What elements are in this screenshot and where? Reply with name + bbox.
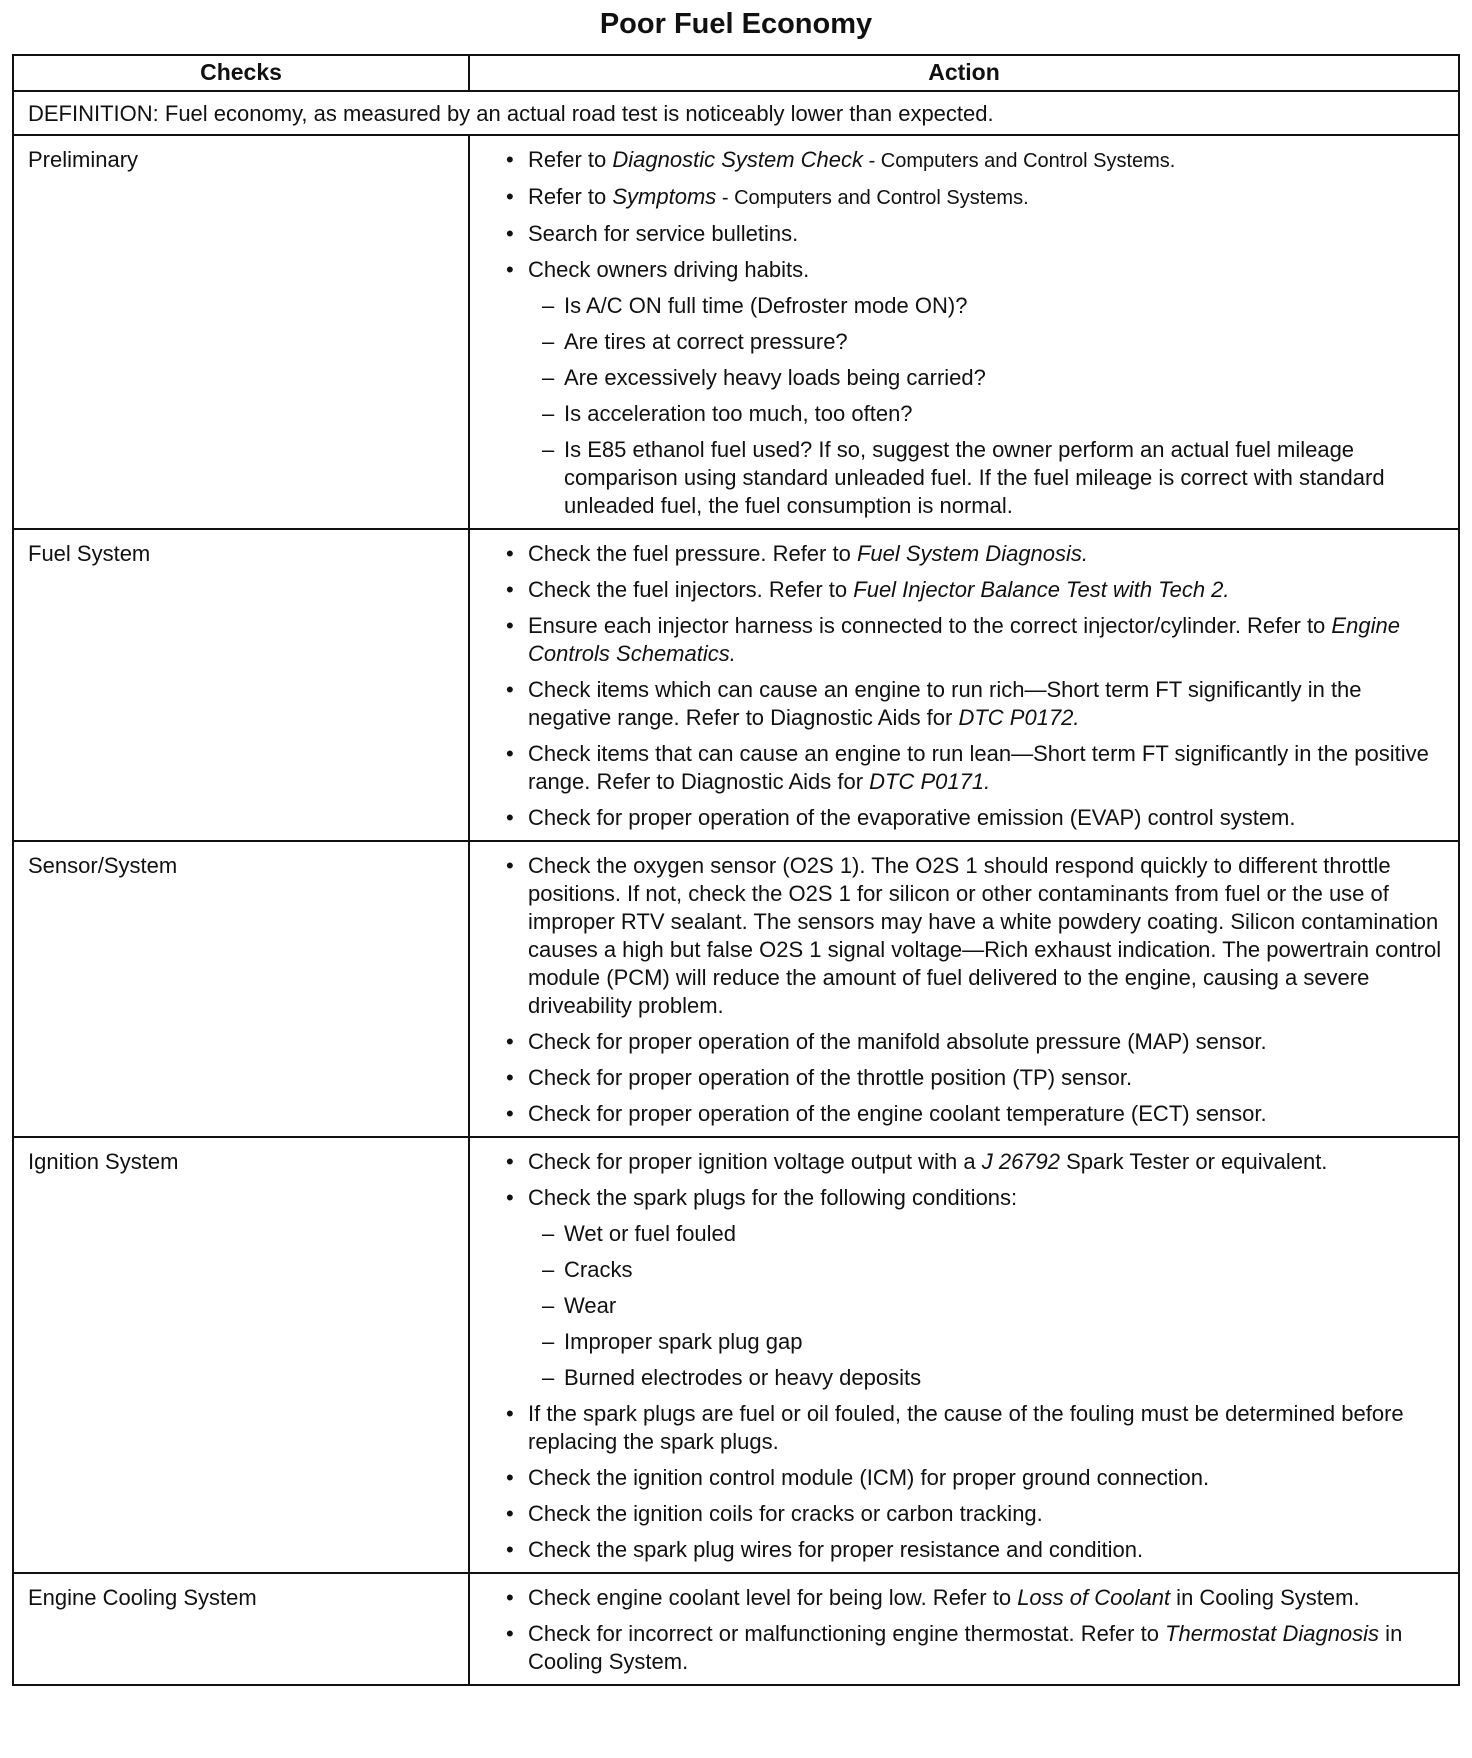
reference-link: Thermostat Diagnosis (1165, 1621, 1380, 1646)
bullet-icon: • (506, 1185, 514, 1210)
sub-text: Is A/C ON full time (Defroster mode ON)? (564, 293, 968, 318)
action-item (506, 256, 1444, 284)
action-text: Check the fuel pressure. Refer to (528, 541, 857, 566)
header-action: Action (469, 55, 1459, 91)
action-item (506, 1100, 1444, 1128)
bullet-icon: • (506, 853, 514, 878)
check-label-sensor-system: Sensor/System (13, 841, 469, 1137)
action-item (506, 1148, 1444, 1176)
action-cell-sensor-system (469, 841, 1459, 1137)
action-text: Search for service bulletins. (528, 221, 799, 246)
action-text: Check for proper operation of the evaporative emission (EVAP) control system. (528, 805, 1296, 830)
bullet-icon: • (506, 1621, 514, 1646)
action-text: Check the ignition coils for cracks or carbon tracking. (528, 1501, 1043, 1526)
action-text: Check the spark plug wires for proper resistance and condition. (528, 1537, 1144, 1562)
definition-row (13, 91, 1459, 135)
bullet-icon: • (506, 1065, 514, 1090)
action-text: in Cooling System. (528, 1621, 1403, 1674)
action-text: Check items which can cause an engine to run rich—Short term FT significantly in the negative range. Refer to Diagnostic Aids for (528, 677, 1362, 730)
action-item (506, 1500, 1444, 1528)
sub-text: Is acceleration too much, too often? (564, 401, 913, 426)
action-item (506, 804, 1444, 832)
bullet-icon: • (506, 1501, 514, 1526)
reference-link: DTC P0171. (869, 769, 991, 794)
check-label-preliminary: Preliminary (13, 135, 469, 529)
action-item (506, 676, 1444, 732)
dash-icon: – (542, 293, 555, 318)
bullet-icon: • (506, 741, 514, 766)
bullet-icon: • (506, 257, 514, 282)
bullet-icon: • (506, 1149, 514, 1174)
action-cell-ignition-system (469, 1137, 1459, 1573)
action-item (506, 852, 1444, 1020)
sub-item (542, 400, 1444, 428)
action-text: If the spark plugs are fuel or oil fouled, the cause of the fouling must be determined before replacing the spark plugs. (528, 1401, 1404, 1454)
reference-link: Engine Controls Schematics. (528, 613, 1400, 666)
page-title: Poor Fuel Economy (599, 8, 873, 40)
action-text: in Cooling System. (1170, 1585, 1360, 1610)
action-item (506, 1584, 1444, 1612)
action-text: Ensure each injector harness is connected to the correct injector/cylinder. Refer to (528, 613, 1332, 638)
sub-text: Is E85 ethanol fuel used? If so, suggest the owner perform an actual fuel mileage comparison using standard unleaded fuel. If the fuel mileage is correct with standard unleaded fuel, the fuel consumption is normal. (564, 437, 1385, 518)
bullet-icon: • (506, 577, 514, 602)
bullet-icon: • (506, 221, 514, 246)
dash-icon: – (542, 1293, 555, 1318)
action-item (506, 146, 1444, 175)
bullet-icon: • (506, 805, 514, 830)
check-label-fuel-system: Fuel System (13, 529, 469, 841)
bullet-icon: • (506, 541, 514, 566)
sub-text: Improper spark plug gap (564, 1329, 803, 1354)
action-cell-preliminary (469, 135, 1459, 529)
reference-link: Loss of Coolant (1017, 1585, 1171, 1610)
action-text: Check engine coolant level for being low. Refer to (528, 1585, 1018, 1610)
sub-item (542, 1364, 1444, 1392)
action-item (506, 1464, 1444, 1492)
sub-text: Cracks (564, 1257, 633, 1282)
reference-link: Fuel System Diagnosis. (856, 541, 1089, 566)
action-text: Check the spark plugs for the following conditions: (528, 1185, 1018, 1210)
diagnostic-table (12, 54, 1460, 1686)
dash-icon: – (542, 437, 555, 462)
dash-icon: – (542, 401, 555, 426)
action-text: Check the oxygen sensor (O2S 1). The O2S 1 should respond quickly to different throttle positions. If not, check the O2S 1 for silicon or other contaminants from fuel or the use of improper RTV sealant. The sensors may have a white powdery coating. Silicon contamination causes a high but false O2S 1 signal voltage—Rich exhaust indication. The powertrain control module (PCM) will reduce the amount of fuel delivered to the engine, causing a severe driveability problem. (528, 853, 1442, 1018)
dash-icon: – (542, 1257, 555, 1282)
dash-icon: – (542, 329, 555, 354)
reference-link: DTC P0172. (958, 705, 1080, 730)
action-text: Check the fuel injectors. Refer to (528, 577, 854, 602)
sub-text: Wear (564, 1293, 617, 1318)
action-item (506, 1536, 1444, 1564)
action-item (506, 1064, 1444, 1092)
action-cell-fuel-system (469, 529, 1459, 841)
reference-link: Diagnostic System Check (612, 147, 864, 172)
dash-icon: – (542, 1329, 555, 1354)
sub-item (542, 1256, 1444, 1284)
action-item (506, 612, 1444, 668)
action-text: - Computers and Control Systems. (863, 150, 1176, 172)
action-item (506, 1184, 1444, 1212)
action-item (506, 1400, 1444, 1456)
dash-icon: – (542, 365, 555, 390)
action-text: Check the ignition control module (ICM) for proper ground connection. (528, 1465, 1210, 1490)
action-item (506, 183, 1444, 212)
bullet-icon: • (506, 1029, 514, 1054)
sub-item (542, 436, 1444, 520)
bullet-icon: • (506, 1585, 514, 1610)
reference-link: Fuel Injector Balance Test with Tech 2. (853, 577, 1230, 602)
bullet-icon: • (506, 184, 514, 209)
check-label-ignition-system: Ignition System (13, 1137, 469, 1573)
action-text: Check owners driving habits. (528, 257, 810, 282)
action-item (506, 740, 1444, 796)
action-item (506, 540, 1444, 568)
action-item (506, 1620, 1444, 1676)
action-text: Check for proper operation of the engine coolant temperature (ECT) sensor. (528, 1101, 1267, 1126)
bullet-icon: • (506, 1401, 514, 1426)
action-item (506, 576, 1444, 604)
bullet-icon: • (506, 1101, 514, 1126)
dash-icon: – (542, 1365, 555, 1390)
sub-item (542, 328, 1444, 356)
bullet-icon: • (506, 613, 514, 638)
action-text: Refer to (528, 184, 613, 209)
row-fuel-system (13, 529, 1459, 841)
action-text: Check for proper operation of the throttle position (TP) sensor. (528, 1065, 1133, 1090)
row-preliminary (13, 135, 1459, 529)
sub-text: Are excessively heavy loads being carried? (564, 365, 986, 390)
row-sensor-system (13, 841, 1459, 1137)
action-text: Check items that can cause an engine to run lean—Short term FT significantly in the positive range. Refer to Diagnostic Aids for (528, 741, 1429, 794)
bullet-icon: • (506, 1537, 514, 1562)
sub-item (542, 292, 1444, 320)
action-text: Spark Tester or equivalent. (1060, 1149, 1328, 1174)
definition-text: DEFINITION: Fuel economy, as measured by an actual road test is noticeably lower than expected. (13, 91, 1459, 135)
sub-item (542, 364, 1444, 392)
sub-item (542, 1328, 1444, 1356)
action-text: Check for incorrect or malfunctioning engine thermostat. Refer to (528, 1621, 1166, 1646)
bullet-icon: • (506, 677, 514, 702)
reference-link: Symptoms (612, 184, 717, 209)
bullet-icon: • (506, 1465, 514, 1490)
action-item (506, 220, 1444, 248)
header-row (13, 55, 1459, 91)
action-text: Check for proper ignition voltage output with a (528, 1149, 982, 1174)
header-checks: Checks (13, 55, 469, 91)
action-cell-engine-cooling-system (469, 1573, 1459, 1685)
action-text: - Computers and Control Systems. (716, 187, 1029, 209)
check-label-engine-cooling-system: Engine Cooling System (13, 1573, 469, 1685)
row-ignition-system (13, 1137, 1459, 1573)
dash-icon: – (542, 1221, 555, 1246)
action-text: Check for proper operation of the manifold absolute pressure (MAP) sensor. (528, 1029, 1267, 1054)
sub-text: Wet or fuel fouled (564, 1221, 737, 1246)
action-item (506, 1028, 1444, 1056)
sub-item (542, 1220, 1444, 1248)
sub-text: Burned electrodes or heavy deposits (564, 1365, 922, 1390)
sub-item (542, 1292, 1444, 1320)
sub-text: Are tires at correct pressure? (564, 329, 848, 354)
reference-link: J 26792 (981, 1149, 1061, 1174)
row-engine-cooling-system (13, 1573, 1459, 1685)
bullet-icon: • (506, 147, 514, 172)
action-text: Refer to (528, 147, 613, 172)
